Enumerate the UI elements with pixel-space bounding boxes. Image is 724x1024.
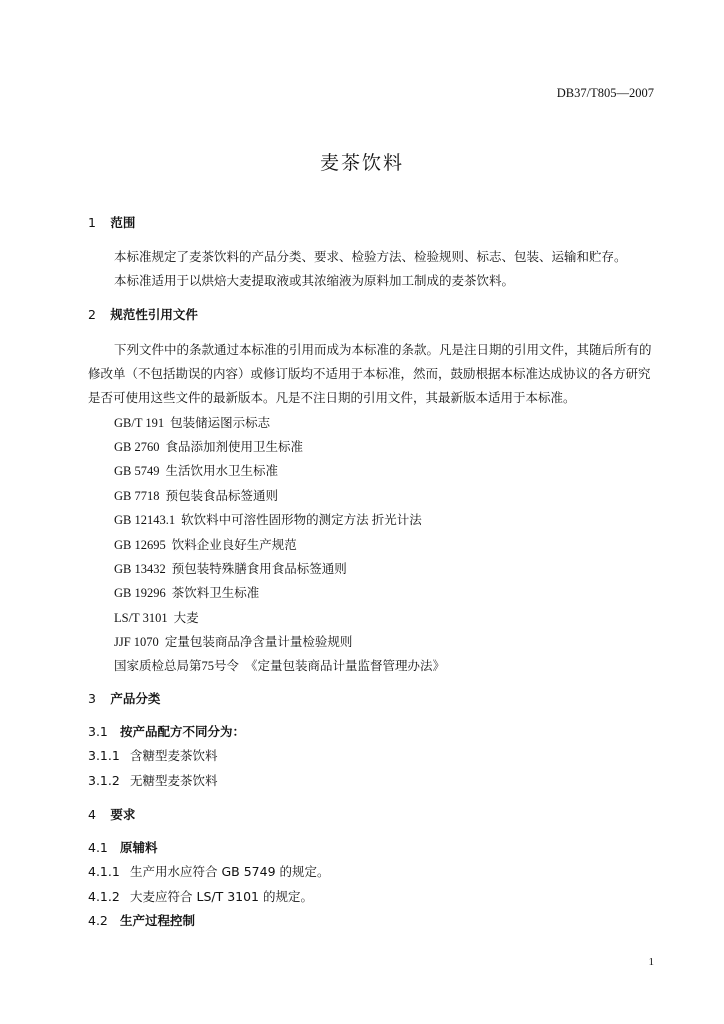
subsection-4-1-heading	[88, 838, 158, 856]
reference-code: GB/T 191	[114, 416, 165, 430]
subsection-title: 大麦应符合 LS/T 3101 的规定。	[130, 889, 313, 904]
subsection-title: 按产品配方不同分为：	[120, 724, 246, 739]
reference-code: GB 7718	[114, 489, 160, 503]
reference-name: 预包装食品标签通则	[165, 489, 279, 503]
section-title: 要求	[110, 807, 136, 822]
reference-name: 《定量包装商品计量监督管理办法》	[245, 659, 446, 673]
section-3-heading	[88, 689, 160, 707]
subsection-title: 原辅料	[120, 840, 158, 855]
subsection-number: 3.1.2	[88, 773, 120, 788]
reference-code: JJF 1070	[114, 635, 159, 649]
page-title: 麦茶饮料	[319, 152, 404, 174]
reference-code: GB 19296	[114, 586, 166, 600]
reference-item	[114, 510, 422, 528]
subsection-4-1-1	[88, 862, 330, 880]
subsection-4-1-2	[88, 887, 313, 905]
reference-item	[114, 535, 297, 553]
reference-item	[114, 608, 199, 626]
reference-item	[114, 559, 347, 577]
reference-item	[114, 486, 278, 504]
subsection-number: 3.1.1	[88, 748, 120, 763]
reference-code: GB 13432	[114, 562, 166, 576]
page-number: 1	[648, 956, 654, 968]
subsection-number: 4.1.2	[88, 889, 120, 904]
subsection-3-1-heading	[88, 722, 245, 740]
reference-code: GB 12695	[114, 538, 166, 552]
section-number: 4	[88, 807, 96, 822]
section-title: 规范性引用文件	[110, 307, 198, 322]
subsection-number: 4.2	[88, 913, 108, 928]
section-number: 2	[88, 307, 96, 322]
section-4-heading	[88, 805, 135, 823]
reference-code: LS/T 3101	[114, 611, 168, 625]
subsection-title: 无糖型麦茶饮料	[130, 773, 218, 788]
reference-item	[114, 632, 352, 650]
reference-item	[114, 656, 445, 674]
reference-name: 大麦	[173, 611, 199, 625]
reference-code: 国家质检总局第75号令	[114, 659, 240, 673]
reference-name: 定量包装商品净含量计量检验规则	[164, 635, 353, 649]
reference-item	[114, 413, 270, 431]
subsection-3-1-2	[88, 771, 218, 789]
reference-name: 茶饮料卫生标准	[171, 586, 260, 600]
section-title: 范围	[110, 215, 136, 230]
reference-name: 生活饮用水卫生标准	[165, 464, 279, 478]
paragraph-line: 下列文件中的条款通过本标准的引用而成为本标准的条款。凡是注日期的引用文件，其随后所有的	[114, 343, 652, 357]
subsection-number: 4.1.1	[88, 864, 120, 879]
reference-name: 预包装特殊膳食用食品标签通则	[171, 562, 347, 576]
section-number: 1	[88, 215, 96, 230]
section-title: 产品分类	[110, 691, 161, 706]
section-2-heading	[88, 305, 198, 323]
subsection-title: 生产用水应符合 GB 5749 的规定。	[130, 864, 330, 879]
reference-name: 包装储运图示标志	[170, 416, 271, 430]
reference-name: 软饮料中可溶性固形物的测定方法 折光计法	[181, 513, 422, 527]
reference-name: 食品添加剂使用卫生标准	[165, 440, 304, 454]
subsection-title: 生产过程控制	[120, 913, 196, 928]
reference-code: GB 12143.1	[114, 513, 176, 527]
subsection-number: 4.1	[88, 840, 108, 855]
reference-item	[114, 461, 278, 479]
subsection-title: 含糖型麦茶饮料	[130, 748, 218, 763]
section-1-heading	[88, 213, 135, 231]
subsection-number: 3.1	[88, 724, 108, 739]
reference-item	[114, 583, 259, 601]
paragraph: 本标准适用于以烘焙大麦提取液或其浓缩液为原料加工制成的麦茶饮料。	[114, 274, 515, 288]
paragraph-line: 是否可使用这些文件的最新版本。凡是不注日期的引用文件，其最新版本适用于本标准。	[88, 391, 576, 405]
paragraph: 本标准规定了麦茶饮料的产品分类、要求、检验方法、检验规则、标志、包装、运输和贮存。	[114, 250, 627, 264]
subsection-3-1-1	[88, 746, 218, 764]
reference-name: 饮料企业良好生产规范	[171, 538, 297, 552]
paragraph-line: 修改单（不包括勘误的内容）或修订版均不适用于本标准，然而，鼓励根据本标准达成协议的各方研究	[88, 367, 651, 381]
reference-item	[114, 437, 303, 455]
document-number: DB37/T805—2007	[556, 86, 654, 100]
reference-code: GB 2760	[114, 440, 160, 454]
section-number: 3	[88, 691, 96, 706]
reference-code: GB 5749	[114, 464, 160, 478]
subsection-4-2-heading	[88, 911, 195, 929]
